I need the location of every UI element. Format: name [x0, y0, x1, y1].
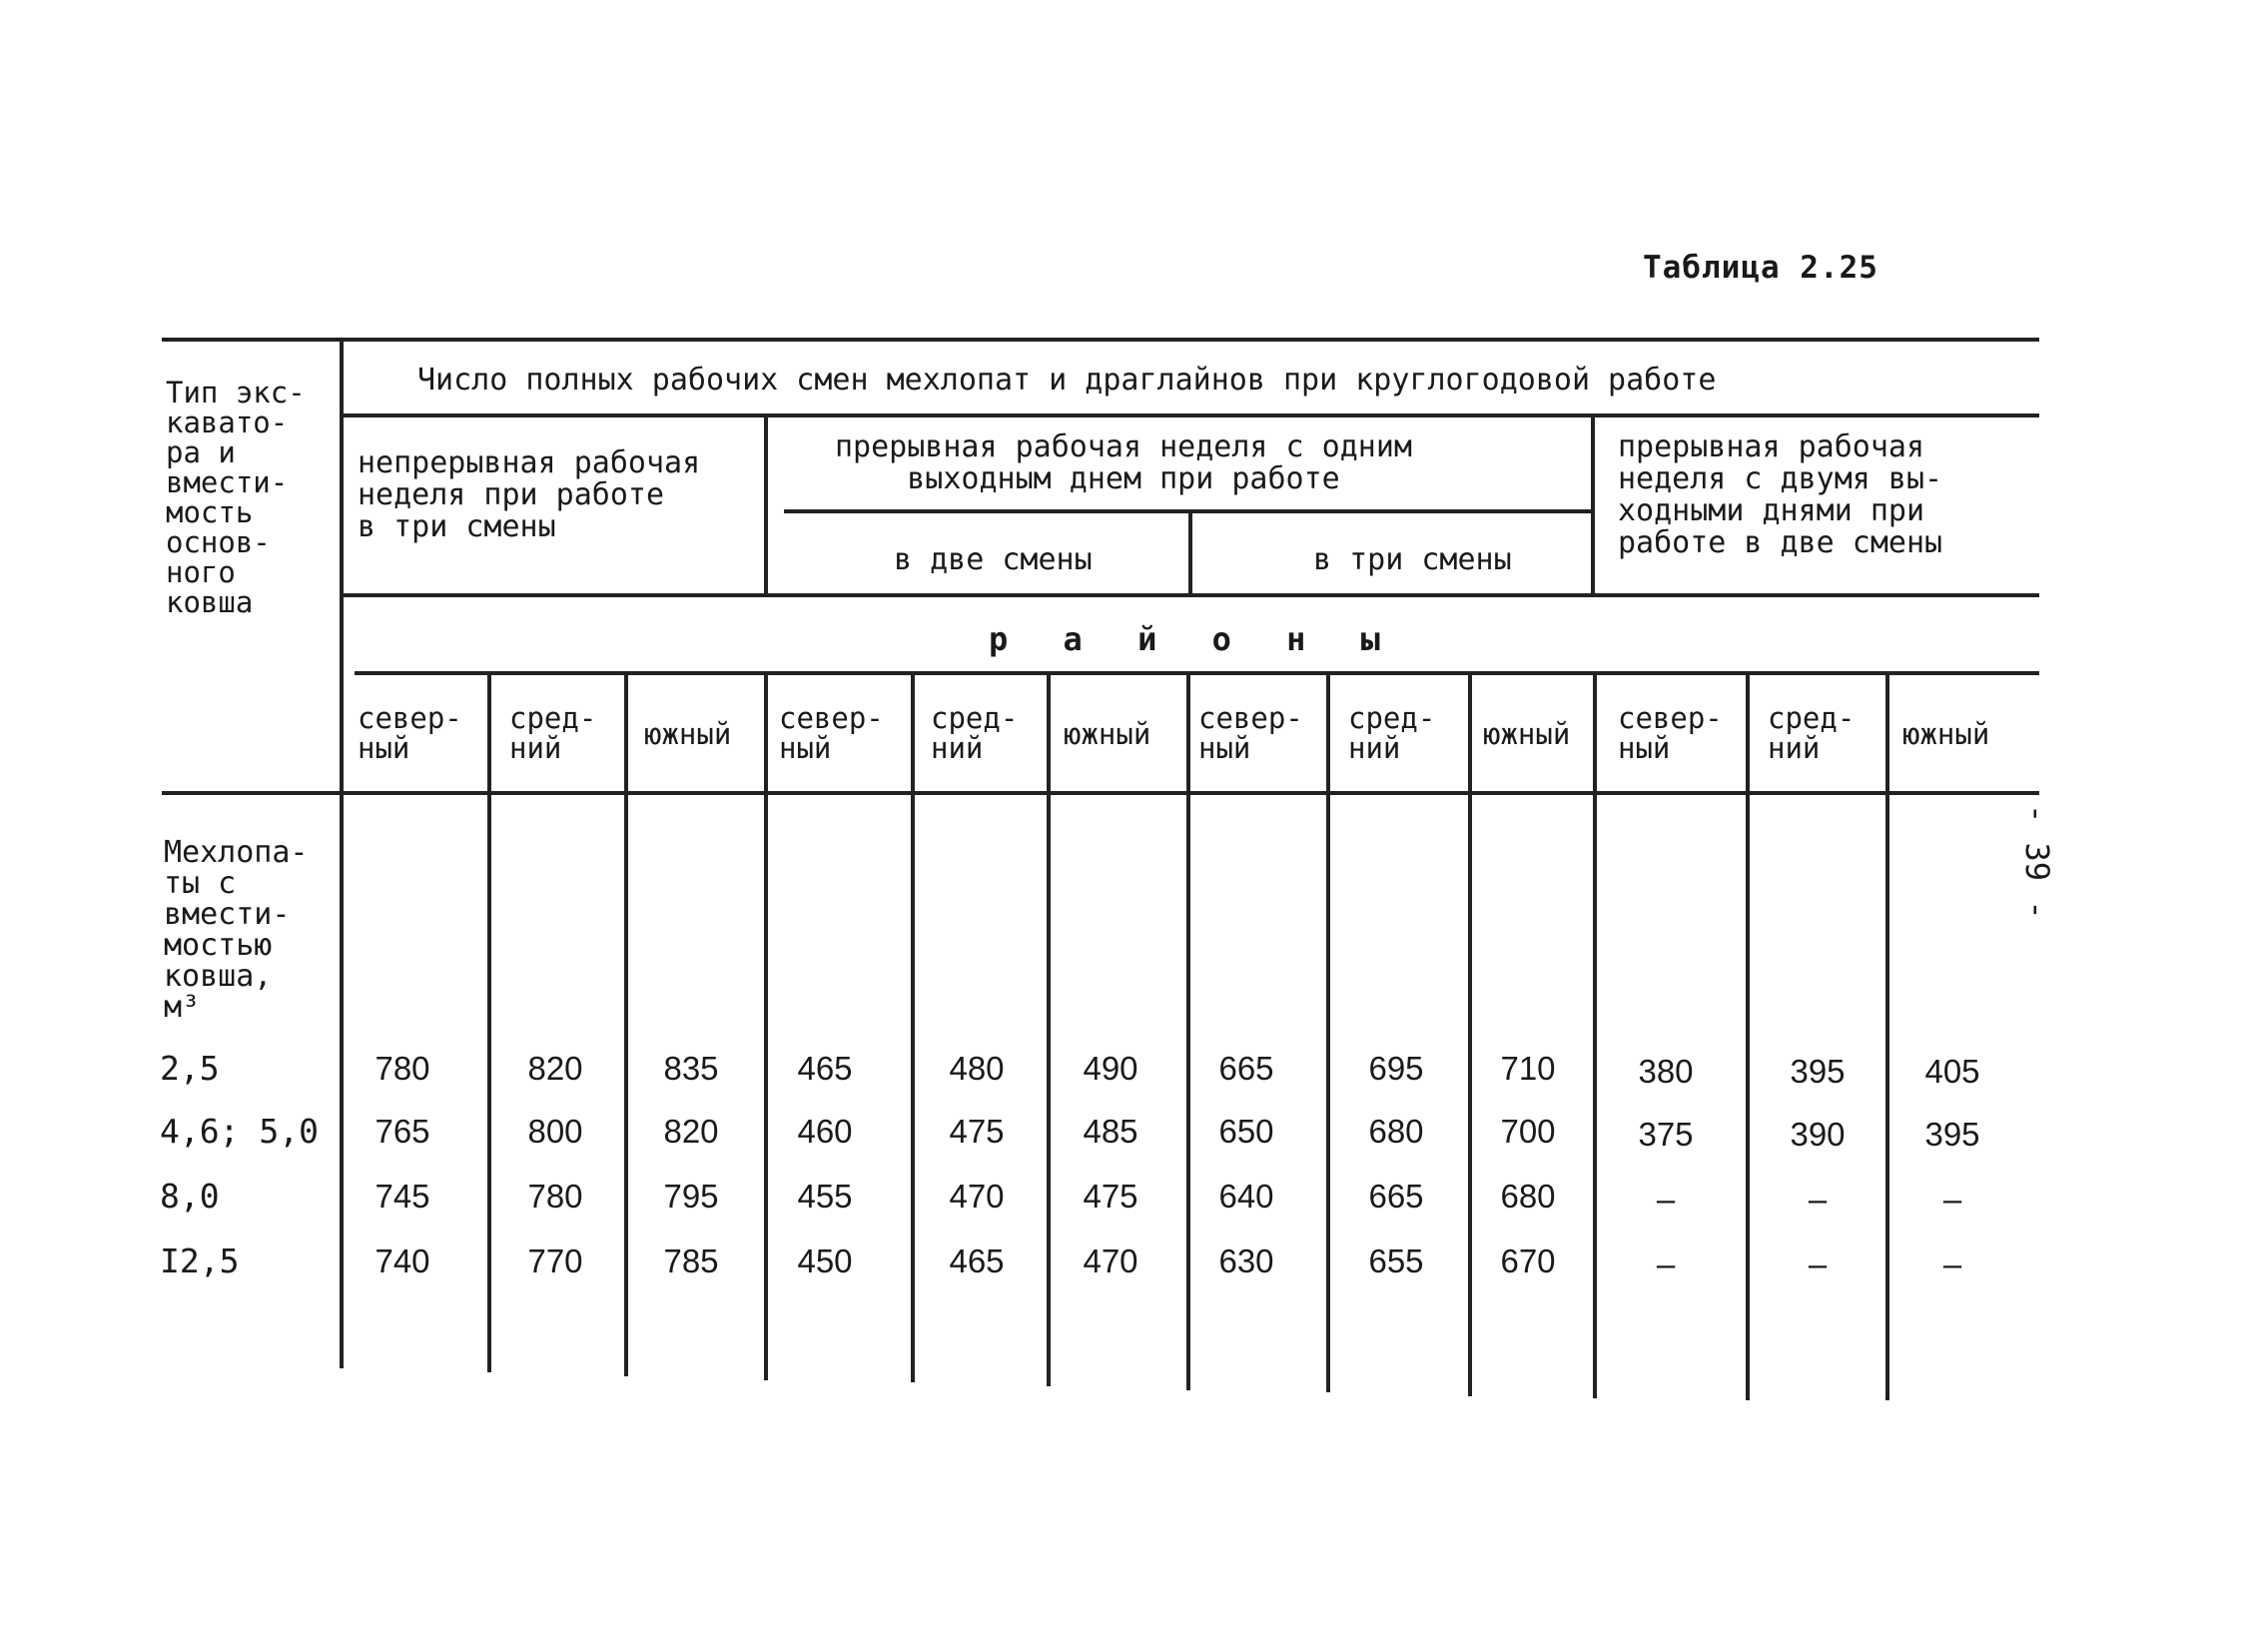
table-cell: 785 [663, 1242, 719, 1279]
table-cell: 710 [1500, 1050, 1556, 1087]
table-title: Число полных рабочих смен мехлопат и драглайнов при круглогодовой работе [417, 363, 1717, 398]
table-cell: – [1808, 1181, 1828, 1218]
group1-header: непрерывная рабочая неделя при работе в три смены [358, 445, 701, 544]
table-cell: – [1942, 1245, 1962, 1282]
table-cell: 380 [1638, 1053, 1694, 1090]
rule-col-6 [1186, 671, 1190, 1390]
rule-group2-split [784, 509, 1591, 513]
table-cell: 475 [949, 1113, 1005, 1150]
region-subheader: южный [1064, 717, 1151, 751]
region-subheader: север- ный [779, 701, 884, 765]
rule-under-title [342, 413, 2039, 417]
table-cell: 460 [797, 1113, 853, 1150]
group2-header: прерывная рабочая неделя с одним выходным днем при работе [835, 429, 1412, 496]
table-cell: 780 [527, 1178, 583, 1215]
region-subheader: южный [644, 717, 732, 751]
table-cell: 485 [1083, 1113, 1138, 1150]
row-label: 2,5 [160, 1049, 220, 1088]
region-subheader: север- ный [1618, 701, 1723, 765]
table-cell: 395 [1924, 1116, 1980, 1153]
table-cell: 765 [374, 1113, 430, 1150]
table-caption: Таблица 2.25 [1643, 250, 1878, 286]
table-cell: 465 [797, 1050, 853, 1087]
rule-col-4 [911, 671, 915, 1382]
regions-header: р а й о н ы [989, 620, 1398, 658]
table-cell: 655 [1368, 1242, 1424, 1279]
table-cell: 800 [527, 1113, 583, 1150]
region-subheader: сред- ний [1768, 701, 1856, 765]
table-cell: 630 [1218, 1242, 1274, 1279]
table-cell: 680 [1368, 1113, 1424, 1150]
table-cell: 695 [1368, 1050, 1424, 1087]
table-cell: 390 [1790, 1116, 1846, 1153]
table-cell: 395 [1790, 1053, 1846, 1090]
table-cell: 480 [949, 1050, 1005, 1087]
rule-group2-right [1591, 413, 1595, 593]
rule-col-7 [1326, 671, 1330, 1392]
region-subheader: южный [1902, 717, 1990, 751]
rule-group2-mid [1188, 509, 1192, 593]
table-cell: 670 [1500, 1242, 1556, 1279]
rule-col-2 [624, 671, 628, 1376]
group2-sub-two-shifts: в две смены [894, 542, 1093, 577]
table-cell: 820 [663, 1113, 719, 1150]
table-cell: – [1942, 1181, 1962, 1218]
rule-col-11 [1885, 671, 1889, 1400]
rule-col-10 [1746, 671, 1750, 1400]
table-cell: – [1656, 1245, 1676, 1282]
table-cell: 665 [1368, 1178, 1424, 1215]
table-cell: 745 [374, 1178, 430, 1215]
group3-header: прерывная рабочая неделя с двумя вы- ходными днями при работе в две смены [1618, 429, 1943, 560]
rule-groups-bottom [342, 593, 2039, 597]
table-cell: 770 [527, 1242, 583, 1279]
table-cell: 470 [1083, 1242, 1138, 1279]
rule-col-8 [1468, 671, 1472, 1396]
table-cell: 455 [797, 1178, 853, 1215]
section-label: Мехлопа- ты с вмести- мостью ковша, м³ [164, 835, 309, 1025]
region-subheader: север- ный [1198, 701, 1303, 765]
table-cell: 835 [663, 1050, 719, 1087]
table-cell: 740 [374, 1242, 430, 1279]
region-subheader: сред- ний [931, 701, 1019, 765]
region-subheader: сред- ний [509, 701, 597, 765]
table-cell: 640 [1218, 1178, 1274, 1215]
region-subheader: сред- ний [1348, 701, 1436, 765]
table-cell: 795 [663, 1178, 719, 1215]
rule-header-bottom [162, 791, 2039, 795]
group2-sub-three-shifts: в три смены [1313, 542, 1512, 577]
rule-col-1 [487, 671, 491, 1372]
row-label: 8,0 [160, 1177, 220, 1216]
row-label: I2,5 [160, 1241, 240, 1280]
rule-col-9 [1593, 671, 1597, 1398]
rule-regions-bottom [355, 671, 2039, 675]
table-cell: 405 [1924, 1053, 1980, 1090]
table-cell: 490 [1083, 1050, 1138, 1087]
table-cell: 665 [1218, 1050, 1274, 1087]
table-cell: 700 [1500, 1113, 1556, 1150]
row-label: 4,6; 5,0 [160, 1112, 319, 1151]
table-cell: 680 [1500, 1178, 1556, 1215]
table-cell: 780 [374, 1050, 430, 1087]
table-cell: 450 [797, 1242, 853, 1279]
region-subheader: север- ный [358, 701, 462, 765]
table-cell: 465 [949, 1242, 1005, 1279]
page-number: - 39 - [2018, 804, 2056, 920]
table-cell: 475 [1083, 1178, 1138, 1215]
table-cell: 470 [949, 1178, 1005, 1215]
table-cell: 375 [1638, 1116, 1694, 1153]
table-cell: – [1808, 1245, 1828, 1282]
rule-top [162, 338, 2039, 342]
region-subheader: южный [1483, 717, 1571, 751]
table-cell: 650 [1218, 1113, 1274, 1150]
rule-group1-right [764, 413, 768, 593]
table-cell: 820 [527, 1050, 583, 1087]
table-cell: – [1656, 1181, 1676, 1218]
stub-column-header: Тип экс- кавато- ра и вмести- мость основ- ного ковша [166, 376, 306, 619]
